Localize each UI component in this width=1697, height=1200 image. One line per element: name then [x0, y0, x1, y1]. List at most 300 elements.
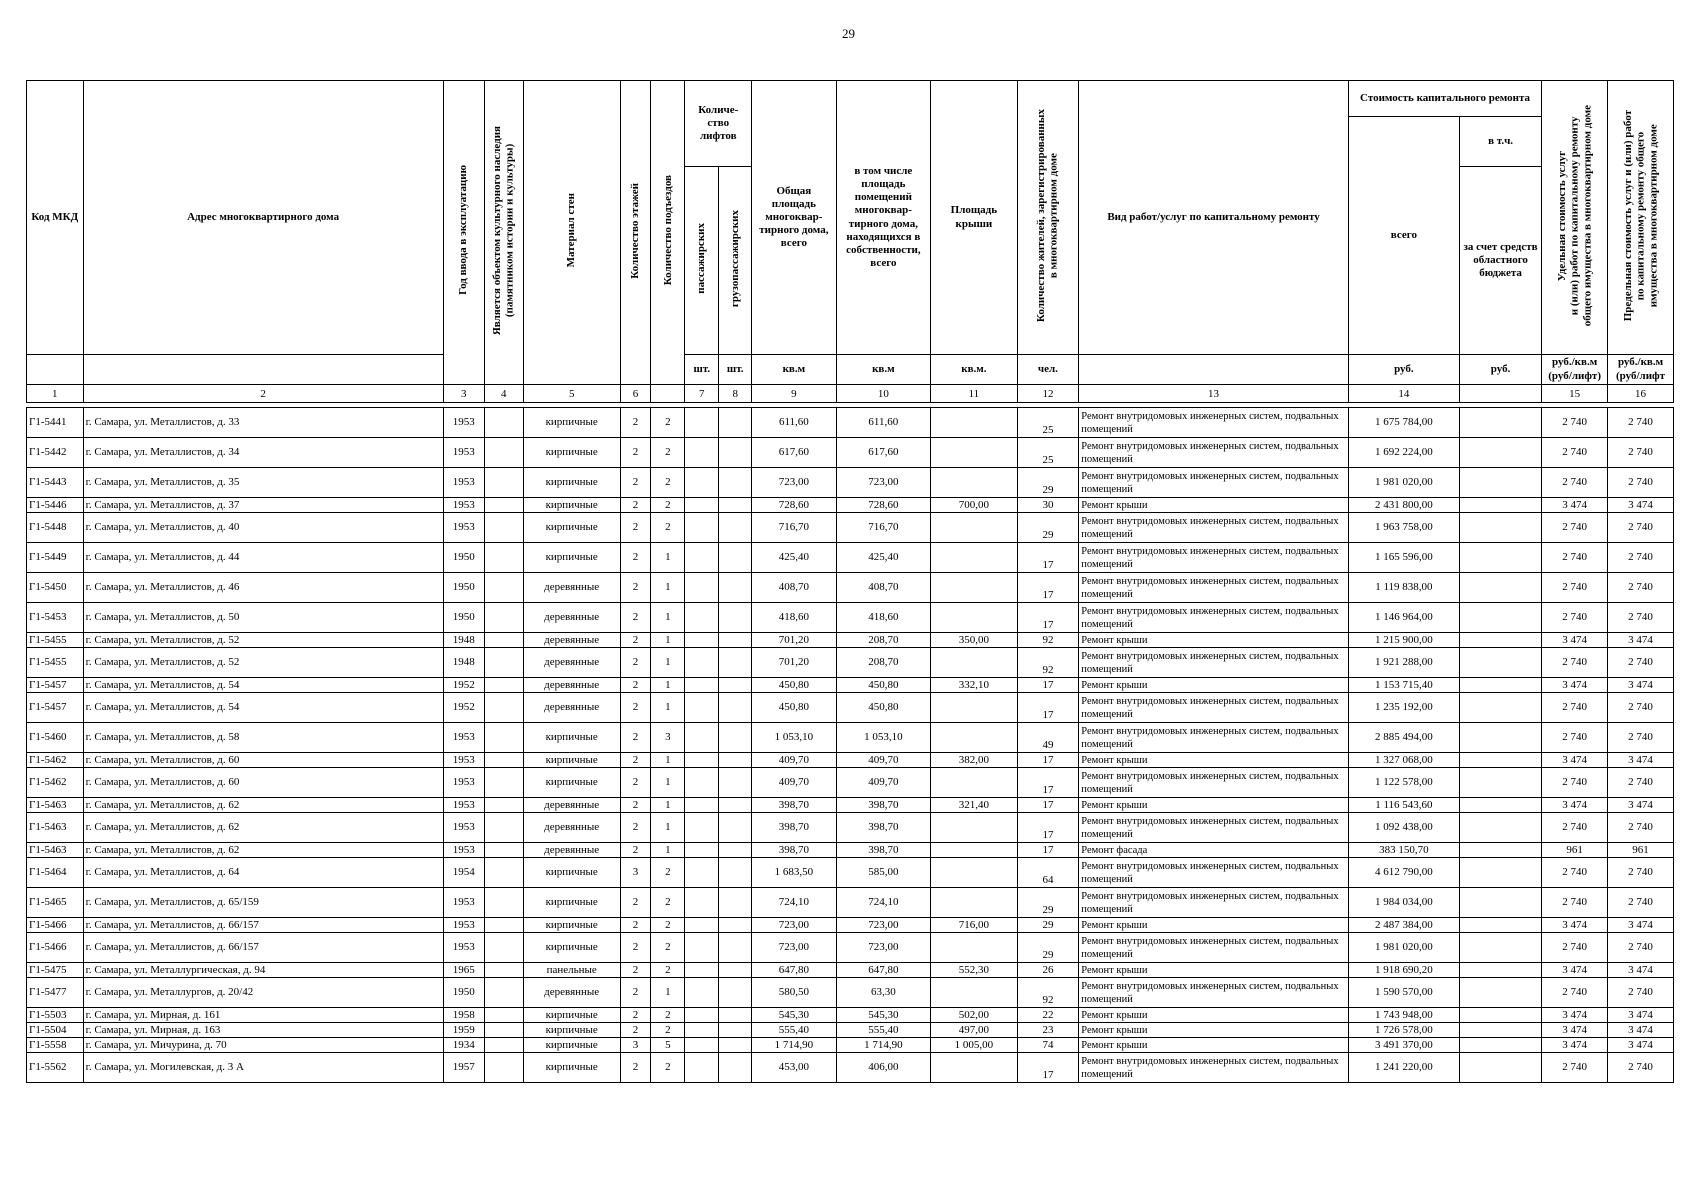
cell-heritage: [484, 918, 523, 933]
cell-lifts-cargo: [719, 693, 752, 723]
cell-max-cost: 2 740: [1608, 768, 1674, 798]
header-walls: Материал стен: [523, 81, 620, 385]
cell-year: 1953: [443, 753, 484, 768]
cell-work-type: Ремонт крыши: [1079, 918, 1349, 933]
unit-work: [1079, 355, 1349, 385]
cell-roof-area: [931, 858, 1017, 888]
cell-lifts-cargo: [719, 468, 752, 498]
cell-entrances: 2: [651, 933, 685, 963]
cell-cost-total: 383 150,70: [1348, 843, 1459, 858]
cell-code: Г1-5457: [27, 678, 84, 693]
cell-code: Г1-5462: [27, 753, 84, 768]
cell-lifts-cargo: [719, 933, 752, 963]
cell-area-total: 418,60: [752, 603, 836, 633]
cell-max-cost: 2 740: [1608, 858, 1674, 888]
cell-max-cost: 3 474: [1608, 633, 1674, 648]
cell-cost-regional: [1459, 798, 1541, 813]
cell-heritage: [484, 813, 523, 843]
cell-heritage: [484, 693, 523, 723]
cell-code: Г1-5558: [27, 1038, 84, 1053]
cell-heritage: [484, 843, 523, 858]
cell-area-owned: 611,60: [836, 408, 931, 438]
table-row: [27, 543, 1674, 573]
cell-lifts-cargo: [719, 888, 752, 918]
cell-max-cost: 2 740: [1608, 888, 1674, 918]
cell-cost-regional: [1459, 603, 1541, 633]
cell-work-type: Ремонт внутридомовых инженерных систем, подвальных помещений: [1079, 408, 1349, 438]
cell-cost-regional: [1459, 1053, 1541, 1083]
cell-work-type: Ремонт внутридомовых инженерных систем, подвальных помещений: [1079, 933, 1349, 963]
cell-area-total: 425,40: [752, 543, 836, 573]
cell-roof-area: [931, 438, 1017, 468]
cell-unit-cost: 2 740: [1542, 513, 1608, 543]
cell-lifts-cargo: [719, 723, 752, 753]
table-row: [27, 603, 1674, 633]
table-row: [27, 768, 1674, 798]
cell-max-cost: 2 740: [1608, 723, 1674, 753]
cell-walls: кирпичные: [523, 933, 620, 963]
cell-work-type: Ремонт фасада: [1079, 843, 1349, 858]
cell-lifts-passenger: [685, 603, 719, 633]
cell-unit-cost: 2 740: [1542, 723, 1608, 753]
cell-address: г. Самара, ул. Мирная, д. 163: [83, 1023, 443, 1038]
cell-unit-cost: 2 740: [1542, 813, 1608, 843]
cell-work-type: Ремонт внутридомовых инженерных систем, подвальных помещений: [1079, 978, 1349, 1008]
cell-entrances: 2: [651, 408, 685, 438]
cell-heritage: [484, 678, 523, 693]
cell-walls: кирпичные: [523, 498, 620, 513]
table-row: [27, 933, 1674, 963]
cell-residents: 29: [1017, 918, 1079, 933]
cell-code: Г1-5450: [27, 573, 84, 603]
cell-floors: 2: [620, 843, 651, 858]
header-lifts-cargo: грузопассажирских: [719, 167, 752, 355]
cell-code: Г1-5504: [27, 1023, 84, 1038]
cell-cost-regional: [1459, 843, 1541, 858]
cell-work-type: Ремонт внутридомовых инженерных систем, подвальных помещений: [1079, 858, 1349, 888]
cell-work-type: Ремонт внутридомовых инженерных систем, подвальных помещений: [1079, 468, 1349, 498]
cell-heritage: [484, 798, 523, 813]
cell-code: Г1-5475: [27, 963, 84, 978]
header-work-type: Вид работ/услуг по капитальному ремонту: [1079, 81, 1349, 355]
cell-lifts-passenger: [685, 1008, 719, 1023]
cell-entrances: 1: [651, 978, 685, 1008]
cell-walls: кирпичные: [523, 408, 620, 438]
column-numbers-row: [27, 385, 1674, 403]
cell-walls: кирпичные: [523, 858, 620, 888]
cell-cost-regional: [1459, 933, 1541, 963]
cell-lifts-cargo: [719, 843, 752, 858]
cell-roof-area: [931, 768, 1017, 798]
cell-code: Г1-5443: [27, 468, 84, 498]
cell-lifts-cargo: [719, 543, 752, 573]
cell-roof-area: 382,00: [931, 753, 1017, 768]
table-row: [27, 678, 1674, 693]
cell-year: 1953: [443, 408, 484, 438]
cell-year: 1950: [443, 543, 484, 573]
cell-cost-total: 1 675 784,00: [1348, 408, 1459, 438]
header-address: Адрес многоквартирного дома: [83, 81, 443, 355]
cell-cost-regional: [1459, 888, 1541, 918]
cell-area-total: 1 683,50: [752, 858, 836, 888]
cell-floors: 2: [620, 438, 651, 468]
cell-lifts-cargo: [719, 648, 752, 678]
cell-cost-regional: [1459, 723, 1541, 753]
cell-area-owned: 398,70: [836, 843, 931, 858]
cell-area-owned: 724,10: [836, 888, 931, 918]
cell-area-total: 450,80: [752, 678, 836, 693]
cell-residents: 17: [1017, 768, 1079, 798]
cell-walls: деревянные: [523, 573, 620, 603]
header-cost-total: всего: [1348, 117, 1459, 355]
cell-roof-area: [931, 468, 1017, 498]
cell-lifts-passenger: [685, 753, 719, 768]
cell-roof-area: 332,10: [931, 678, 1017, 693]
cell-cost-total: 1 146 964,00: [1348, 603, 1459, 633]
cell-max-cost: 2 740: [1608, 813, 1674, 843]
cell-area-owned: 208,70: [836, 648, 931, 678]
cell-code: Г1-5477: [27, 978, 84, 1008]
cell-floors: 2: [620, 468, 651, 498]
cell-residents: 92: [1017, 633, 1079, 648]
cell-code: Г1-5455: [27, 633, 84, 648]
cell-heritage: [484, 963, 523, 978]
cell-code: Г1-5464: [27, 858, 84, 888]
cell-walls: кирпичные: [523, 1038, 620, 1053]
cell-heritage: [484, 1023, 523, 1038]
cell-floors: 2: [620, 963, 651, 978]
cell-walls: кирпичные: [523, 543, 620, 573]
cell-unit-cost: 2 740: [1542, 438, 1608, 468]
cell-unit-cost: 3 474: [1542, 798, 1608, 813]
cell-address: г. Самара, ул. Металлистов, д. 62: [83, 813, 443, 843]
cell-year: 1950: [443, 603, 484, 633]
table-row: [27, 723, 1674, 753]
page-number: 29: [842, 26, 855, 41]
cell-residents: 17: [1017, 573, 1079, 603]
cell-lifts-passenger: [685, 1038, 719, 1053]
cell-residents: 30: [1017, 498, 1079, 513]
cell-unit-cost: 3 474: [1542, 678, 1608, 693]
cell-code: Г1-5463: [27, 843, 84, 858]
cell-area-total: 723,00: [752, 918, 836, 933]
header-residents: Количество жителей, зарегистрированных в многоквартирном доме: [1017, 81, 1079, 355]
cell-area-total: 409,70: [752, 768, 836, 798]
cell-area-total: 723,00: [752, 468, 836, 498]
cell-lifts-passenger: [685, 978, 719, 1008]
cell-max-cost: 2 740: [1608, 978, 1674, 1008]
cell-work-type: Ремонт внутридомовых инженерных систем, подвальных помещений: [1079, 1053, 1349, 1083]
cell-floors: 2: [620, 723, 651, 753]
cell-max-cost: 3 474: [1608, 918, 1674, 933]
table-row: [27, 813, 1674, 843]
cell-lifts-cargo: [719, 498, 752, 513]
header-code: Код МКД: [27, 81, 84, 355]
table-row: [27, 468, 1674, 498]
cell-lifts-cargo: [719, 678, 752, 693]
cell-cost-total: 1 235 192,00: [1348, 693, 1459, 723]
cell-heritage: [484, 573, 523, 603]
cell-cost-regional: [1459, 963, 1541, 978]
col-number: 7: [685, 385, 719, 403]
cell-area-owned: 398,70: [836, 798, 931, 813]
cell-residents: 22: [1017, 1008, 1079, 1023]
cell-cost-regional: [1459, 573, 1541, 603]
table-row: [27, 888, 1674, 918]
cell-lifts-passenger: [685, 813, 719, 843]
cell-address: г. Самара, ул. Металлистов, д. 44: [83, 543, 443, 573]
cell-cost-regional: [1459, 633, 1541, 648]
cell-work-type: Ремонт внутридомовых инженерных систем, подвальных помещений: [1079, 888, 1349, 918]
cell-unit-cost: 3 474: [1542, 498, 1608, 513]
header-roof-area: Площадь крыши: [931, 81, 1017, 355]
cell-heritage: [484, 723, 523, 753]
cell-unit-cost: 2 740: [1542, 468, 1608, 498]
cell-floors: 2: [620, 678, 651, 693]
cell-area-total: 545,30: [752, 1008, 836, 1023]
cell-unit-cost: 2 740: [1542, 1053, 1608, 1083]
cell-address: г. Самара, ул. Могилевская, д. 3 А: [83, 1053, 443, 1083]
cell-walls: кирпичные: [523, 918, 620, 933]
cell-cost-regional: [1459, 858, 1541, 888]
cell-address: г. Самара, ул. Металлистов, д. 66/157: [83, 933, 443, 963]
cell-cost-total: 2 487 384,00: [1348, 918, 1459, 933]
table-body: [27, 408, 1674, 1083]
cell-max-cost: 2 740: [1608, 648, 1674, 678]
cell-address: г. Самара, ул. Металлистов, д. 37: [83, 498, 443, 513]
cell-cost-regional: [1459, 498, 1541, 513]
cell-walls: кирпичные: [523, 438, 620, 468]
cell-residents: 17: [1017, 798, 1079, 813]
cell-lifts-cargo: [719, 513, 752, 543]
cell-entrances: 2: [651, 963, 685, 978]
header-area-total: Общая площадь многоквар-тирного дома, всего: [752, 81, 836, 355]
cell-code: Г1-5441: [27, 408, 84, 438]
cell-walls: деревянные: [523, 978, 620, 1008]
cell-code: Г1-5446: [27, 498, 84, 513]
cell-address: г. Самара, ул. Металлистов, д. 60: [83, 768, 443, 798]
cell-floors: 2: [620, 1023, 651, 1038]
cell-max-cost: 2 740: [1608, 1053, 1674, 1083]
cell-cost-total: 1 590 570,00: [1348, 978, 1459, 1008]
unit-roof: кв.м.: [931, 355, 1017, 385]
cell-code: Г1-5466: [27, 918, 84, 933]
col-number: 10: [836, 385, 931, 403]
cell-work-type: Ремонт крыши: [1079, 1008, 1349, 1023]
cell-address: г. Самара, ул. Металлистов, д. 62: [83, 843, 443, 858]
cell-entrances: 2: [651, 1008, 685, 1023]
cell-unit-cost: 2 740: [1542, 858, 1608, 888]
cell-roof-area: 552,30: [931, 963, 1017, 978]
cell-year: 1953: [443, 813, 484, 843]
cell-work-type: Ремонт крыши: [1079, 753, 1349, 768]
cell-area-owned: 406,00: [836, 1053, 931, 1083]
cell-residents: 29: [1017, 468, 1079, 498]
cell-lifts-passenger: [685, 633, 719, 648]
cell-work-type: Ремонт внутридомовых инженерных систем, подвальных помещений: [1079, 813, 1349, 843]
cell-cost-regional: [1459, 693, 1541, 723]
cell-max-cost: 3 474: [1608, 963, 1674, 978]
cell-max-cost: 2 740: [1608, 408, 1674, 438]
cell-lifts-passenger: [685, 843, 719, 858]
cell-address: г. Самара, ул. Металлистов, д. 64: [83, 858, 443, 888]
cell-entrances: 1: [651, 843, 685, 858]
cell-lifts-passenger: [685, 933, 719, 963]
cell-entrances: 1: [651, 798, 685, 813]
cell-work-type: Ремонт крыши: [1079, 1023, 1349, 1038]
unit-max-cost: руб./кв.м (руб/лифт: [1608, 355, 1674, 385]
cell-residents: 17: [1017, 1053, 1079, 1083]
cell-unit-cost: 2 740: [1542, 768, 1608, 798]
unit-area-total: кв.м: [752, 355, 836, 385]
cell-area-owned: 585,00: [836, 858, 931, 888]
cell-lifts-passenger: [685, 768, 719, 798]
cell-code: Г1-5462: [27, 768, 84, 798]
cell-code: Г1-5463: [27, 813, 84, 843]
cell-floors: 3: [620, 1038, 651, 1053]
cell-walls: деревянные: [523, 648, 620, 678]
cell-floors: 2: [620, 408, 651, 438]
cell-area-total: 611,60: [752, 408, 836, 438]
cell-cost-total: 1 743 948,00: [1348, 1008, 1459, 1023]
cell-cost-regional: [1459, 1023, 1541, 1038]
cell-year: 1953: [443, 933, 484, 963]
cell-roof-area: [931, 888, 1017, 918]
cell-address: г. Самара, ул. Мирная, д. 161: [83, 1008, 443, 1023]
cell-lifts-passenger: [685, 693, 719, 723]
cell-entrances: 1: [651, 633, 685, 648]
cell-year: 1953: [443, 768, 484, 798]
cell-unit-cost: 3 474: [1542, 1023, 1608, 1038]
cell-walls: кирпичные: [523, 468, 620, 498]
cell-area-owned: 409,70: [836, 768, 931, 798]
cell-area-total: 398,70: [752, 843, 836, 858]
table-row: [27, 798, 1674, 813]
col-number: 6: [620, 385, 651, 403]
header-unit-cost: Удельная стоимость услуг и (или) работ по капитальному ремонту общего имущества в многоквартирном доме: [1542, 81, 1608, 355]
cell-roof-area: [931, 603, 1017, 633]
cell-roof-area: 716,00: [931, 918, 1017, 933]
cell-lifts-passenger: [685, 1023, 719, 1038]
cell-cost-total: 1 984 034,00: [1348, 888, 1459, 918]
cell-cost-regional: [1459, 648, 1541, 678]
cell-cost-total: 1 963 758,00: [1348, 513, 1459, 543]
cell-lifts-passenger: [685, 918, 719, 933]
cell-work-type: Ремонт крыши: [1079, 498, 1349, 513]
cell-year: 1953: [443, 843, 484, 858]
cell-entrances: 2: [651, 513, 685, 543]
cell-area-total: 409,70: [752, 753, 836, 768]
table-row: [27, 843, 1674, 858]
col-number: 2: [83, 385, 443, 403]
unit-lifts-p: шт.: [685, 355, 719, 385]
cell-unit-cost: 3 474: [1542, 1038, 1608, 1053]
cell-area-owned: 63,30: [836, 978, 931, 1008]
cell-residents: 29: [1017, 933, 1079, 963]
cell-lifts-passenger: [685, 408, 719, 438]
cell-floors: 2: [620, 543, 651, 573]
cell-entrances: 1: [651, 543, 685, 573]
cell-max-cost: 2 740: [1608, 933, 1674, 963]
cell-roof-area: 321,40: [931, 798, 1017, 813]
cell-code: Г1-5465: [27, 888, 84, 918]
cell-area-owned: 208,70: [836, 633, 931, 648]
cell-unit-cost: 2 740: [1542, 603, 1608, 633]
cell-area-total: 716,70: [752, 513, 836, 543]
cell-cost-total: 2 431 800,00: [1348, 498, 1459, 513]
table-row: [27, 858, 1674, 888]
cell-work-type: Ремонт внутридомовых инженерных систем, подвальных помещений: [1079, 693, 1349, 723]
cell-cost-total: 1 153 715,40: [1348, 678, 1459, 693]
cell-heritage: [484, 978, 523, 1008]
cell-address: г. Самара, ул. Металлистов, д. 58: [83, 723, 443, 753]
cell-year: 1959: [443, 1023, 484, 1038]
cell-cost-regional: [1459, 513, 1541, 543]
cell-max-cost: 2 740: [1608, 693, 1674, 723]
cell-unit-cost: 961: [1542, 843, 1608, 858]
cell-area-owned: 450,80: [836, 678, 931, 693]
table-row: [27, 648, 1674, 678]
cell-address: г. Самара, ул. Металлистов, д. 54: [83, 678, 443, 693]
cell-lifts-cargo: [719, 798, 752, 813]
cell-cost-regional: [1459, 813, 1541, 843]
cell-area-owned: 418,60: [836, 603, 931, 633]
cell-walls: кирпичные: [523, 1008, 620, 1023]
cell-max-cost: 3 474: [1608, 498, 1674, 513]
cell-area-owned: 716,70: [836, 513, 931, 543]
cell-unit-cost: 2 740: [1542, 693, 1608, 723]
cell-lifts-cargo: [719, 1038, 752, 1053]
cell-max-cost: 2 740: [1608, 513, 1674, 543]
cell-floors: 2: [620, 603, 651, 633]
cell-year: 1948: [443, 648, 484, 678]
table-row: [27, 753, 1674, 768]
cell-work-type: Ремонт крыши: [1079, 963, 1349, 978]
cell-walls: кирпичные: [523, 513, 620, 543]
cell-lifts-passenger: [685, 1053, 719, 1083]
cell-cost-total: 1 116 543,60: [1348, 798, 1459, 813]
cell-address: г. Самара, ул. Металлистов, д. 35: [83, 468, 443, 498]
cell-cost-regional: [1459, 543, 1541, 573]
cell-max-cost: 3 474: [1608, 1023, 1674, 1038]
unit-cost-total: руб.: [1348, 355, 1459, 385]
cell-max-cost: 2 740: [1608, 603, 1674, 633]
cell-lifts-passenger: [685, 498, 719, 513]
cell-cost-total: 1 692 224,00: [1348, 438, 1459, 468]
cell-entrances: 1: [651, 693, 685, 723]
cell-residents: 17: [1017, 678, 1079, 693]
cell-residents: 92: [1017, 978, 1079, 1008]
cell-heritage: [484, 648, 523, 678]
unit-residents: чел.: [1017, 355, 1079, 385]
cell-entrances: 2: [651, 438, 685, 468]
cell-roof-area: [931, 573, 1017, 603]
cell-roof-area: [931, 648, 1017, 678]
cell-residents: 64: [1017, 858, 1079, 888]
cell-address: г. Самара, ул. Металлургов, д. 20/42: [83, 978, 443, 1008]
cell-area-owned: 398,70: [836, 813, 931, 843]
cell-walls: деревянные: [523, 843, 620, 858]
cell-work-type: Ремонт внутридомовых инженерных систем, подвальных помещений: [1079, 723, 1349, 753]
cell-area-total: 453,00: [752, 1053, 836, 1083]
cell-year: 1953: [443, 918, 484, 933]
cell-lifts-passenger: [685, 888, 719, 918]
cell-roof-area: [931, 543, 1017, 573]
cell-cost-total: 1 092 438,00: [1348, 813, 1459, 843]
cell-entrances: 2: [651, 1023, 685, 1038]
cell-address: г. Самара, ул. Металлистов, д. 66/157: [83, 918, 443, 933]
cell-residents: 92: [1017, 648, 1079, 678]
